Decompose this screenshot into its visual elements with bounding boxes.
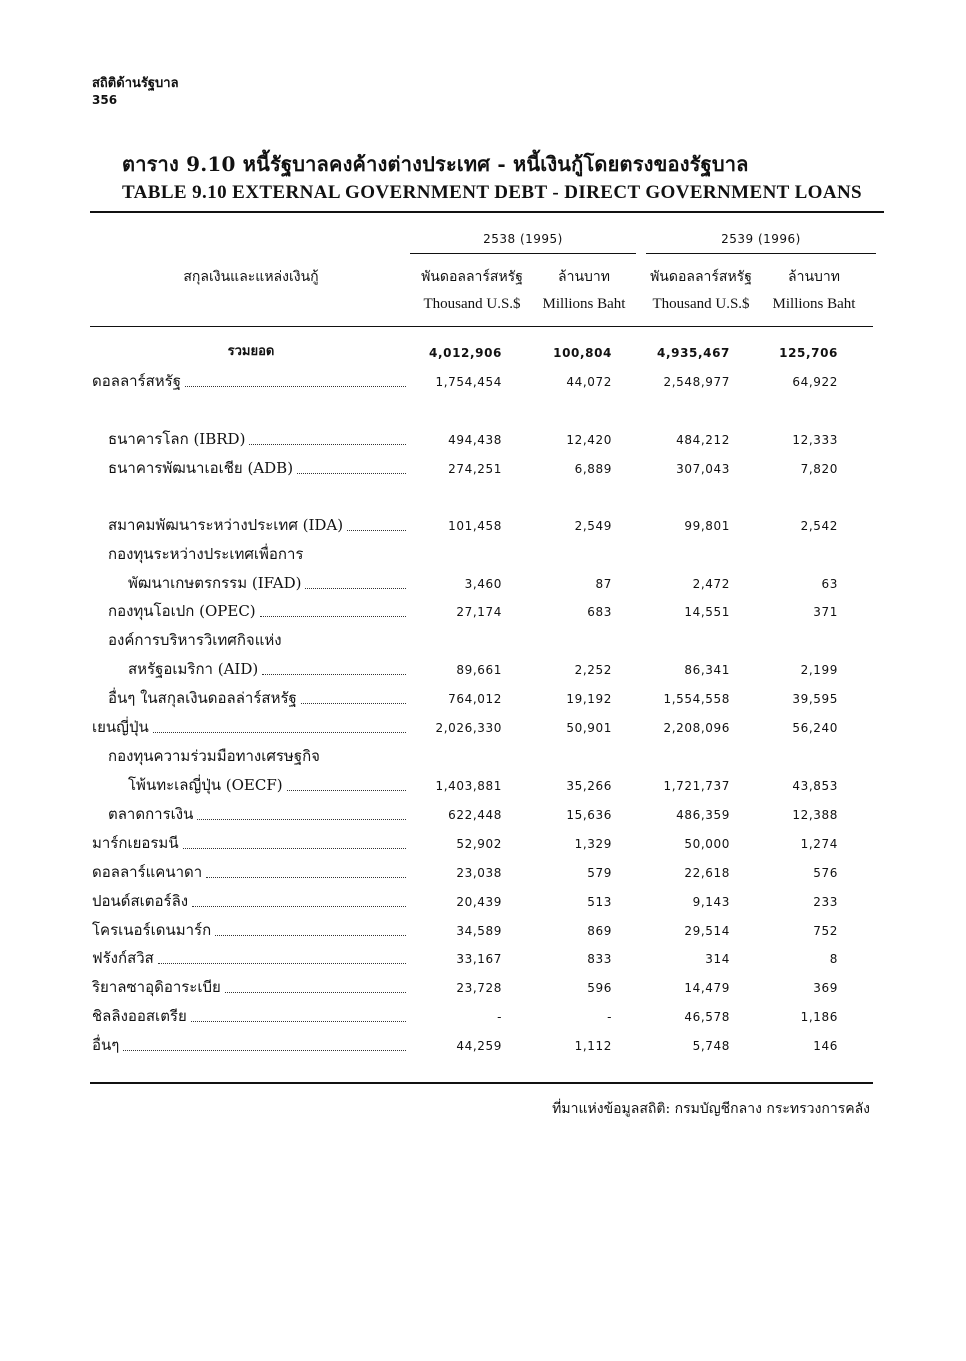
row-label: ดอลลาร์สหรัฐ xyxy=(92,372,181,390)
table-row xyxy=(0,862,966,882)
dot-leader xyxy=(305,568,406,589)
source-note: ที่มาแห่งข้อมูลสถิติ: กรมบัญชีกลาง กระทรวงการคลัง xyxy=(552,1101,870,1117)
cell-value: 89,661 xyxy=(456,663,502,677)
cell-value: 596 xyxy=(587,981,612,995)
table-row xyxy=(0,429,966,449)
cell-value: 27,174 xyxy=(456,605,502,619)
cell-value: 484,212 xyxy=(676,433,730,447)
cell-value: 39,595 xyxy=(792,692,838,706)
cell-value: 9,143 xyxy=(692,895,730,909)
table-row xyxy=(0,891,966,911)
bottom-rule xyxy=(90,1082,873,1084)
cell-value: 576 xyxy=(813,866,838,880)
dot-leader xyxy=(301,683,406,704)
cell-value: 101,458 xyxy=(448,519,502,533)
stub-header: สกุลเงินและแหล่งเงินกู้ xyxy=(183,269,319,285)
dot-leader xyxy=(206,857,406,878)
cell-value: 4,012,906 xyxy=(429,346,502,360)
row-label: มาร์กเยอรมนี xyxy=(92,834,179,852)
dot-leader xyxy=(123,1030,406,1051)
cell-value: 35,266 xyxy=(566,779,612,793)
cell-value: 2,542 xyxy=(800,519,838,533)
row-label: ริยาลซาอุดิอาระเบีย xyxy=(92,978,221,996)
row-label: โพ้นทะเลญี่ปุ่น (OECF) xyxy=(128,776,283,794)
dot-leader xyxy=(197,799,406,820)
cell-value: 12,388 xyxy=(792,808,838,822)
total-row xyxy=(0,342,966,362)
col-header-thai: ล้านบาท xyxy=(558,269,610,285)
dot-leader xyxy=(260,596,406,617)
dot-leader xyxy=(225,972,406,993)
cell-value: 29,514 xyxy=(684,924,730,938)
cell-value: 125,706 xyxy=(779,346,838,360)
top-rule xyxy=(90,211,884,213)
running-head xyxy=(92,76,179,108)
cell-value: 233 xyxy=(813,895,838,909)
page-number: 356 xyxy=(92,93,118,107)
col-header-english: Thousand U.S.$ xyxy=(423,296,521,312)
dot-leader xyxy=(249,424,406,445)
table-row xyxy=(0,717,966,737)
dot-leader xyxy=(192,886,406,907)
cell-value: 87 xyxy=(595,577,612,591)
cell-value: 764,012 xyxy=(448,692,502,706)
row-label: องค์การบริหารวิเทศกิจแห่ง xyxy=(108,631,282,649)
cell-value: 19,192 xyxy=(566,692,612,706)
cell-value: 50,000 xyxy=(684,837,730,851)
col-header-english: Millions Baht xyxy=(772,296,856,312)
cell-value: 146 xyxy=(813,1039,838,1053)
row-label: โครเนอร์เดนมาร์ก xyxy=(92,921,212,939)
cell-value: 1,186 xyxy=(800,1010,838,1024)
table-row xyxy=(0,833,966,853)
year-header-1995: 2538 (1995) xyxy=(483,232,563,246)
cell-value: 2,472 xyxy=(692,577,730,591)
cell-value: 369 xyxy=(813,981,838,995)
cell-value: - xyxy=(497,1010,502,1024)
cell-value: 2,208,096 xyxy=(663,721,730,735)
cell-value: 494,438 xyxy=(448,433,502,447)
cell-value: 86,341 xyxy=(684,663,730,677)
cell-value: 2,199 xyxy=(800,663,838,677)
cell-value: 14,551 xyxy=(684,605,730,619)
row-label: พัฒนาเกษตรกรรม (IFAD) xyxy=(128,574,302,592)
col-header-english: Millions Baht xyxy=(542,296,626,312)
running-head-title: สถิติด้านรัฐบาล xyxy=(92,76,179,91)
cell-value: 33,167 xyxy=(456,952,502,966)
cell-value: 22,618 xyxy=(684,866,730,880)
table-row xyxy=(0,920,966,940)
cell-value: 15,636 xyxy=(566,808,612,822)
year-rule-1995 xyxy=(410,253,636,254)
row-label: ฟรังก์สวิส xyxy=(92,949,154,967)
cell-value: 50,901 xyxy=(566,721,612,735)
cell-value: 1,721,737 xyxy=(663,779,730,793)
cell-value: 100,804 xyxy=(553,346,612,360)
dot-leader xyxy=(158,943,406,964)
row-label: อื่นๆ xyxy=(92,1036,120,1054)
cell-value: 869 xyxy=(587,924,612,938)
cell-value: 44,072 xyxy=(566,375,612,389)
cell-value: 1,403,881 xyxy=(435,779,502,793)
cell-value: 34,589 xyxy=(456,924,502,938)
cell-value: 1,274 xyxy=(800,837,838,851)
header-rule xyxy=(90,326,873,327)
table-row xyxy=(0,515,966,535)
cell-value: 23,728 xyxy=(456,981,502,995)
cell-value: 14,479 xyxy=(684,981,730,995)
dot-leader xyxy=(297,453,406,474)
row-label: ธนาคารโลก (IBRD) xyxy=(108,430,246,448)
cell-value: 52,902 xyxy=(456,837,502,851)
row-label: อื่นๆ ในสกุลเงินดอลล่าร์สหรัฐ xyxy=(108,689,297,707)
table-row xyxy=(0,948,966,968)
table-row xyxy=(0,1006,966,1026)
year-header-1996: 2539 (1996) xyxy=(721,232,801,246)
cell-value: - xyxy=(607,1010,612,1024)
cell-value: 274,251 xyxy=(448,462,502,476)
cell-value: 314 xyxy=(705,952,730,966)
col-header-thai: พันดอลลาร์สหรัฐ xyxy=(421,269,523,285)
row-label: ตลาดการเงิน xyxy=(108,805,194,823)
row-label: ดอลลาร์แคนาดา xyxy=(92,863,203,881)
row-label: กองทุนโอเปก (OPEC) xyxy=(108,602,256,620)
cell-value: 5,748 xyxy=(692,1039,730,1053)
row-label: รวมยอด xyxy=(227,344,275,359)
cell-value: 622,448 xyxy=(448,808,502,822)
cell-value: 12,333 xyxy=(792,433,838,447)
cell-value: 2,026,330 xyxy=(435,721,502,735)
row-label: สมาคมพัฒนาระหว่างประเทศ (IDA) xyxy=(108,516,344,534)
dot-leader xyxy=(262,654,406,675)
cell-value: 20,439 xyxy=(456,895,502,909)
row-label: ชิลลิงออสเตรีย xyxy=(92,1007,187,1025)
col-header-thai: ล้านบาท xyxy=(788,269,840,285)
cell-value: 12,420 xyxy=(566,433,612,447)
cell-value: 3,460 xyxy=(464,577,502,591)
cell-value: 63 xyxy=(821,577,838,591)
col-header-english: Thousand U.S.$ xyxy=(652,296,750,312)
table-row xyxy=(0,659,966,679)
row-label: ธนาคารพัฒนาเอเชีย (ADB) xyxy=(108,459,294,477)
table-row xyxy=(0,1035,966,1055)
row-label: กองทุนความร่วมมือทางเศรษฐกิจ xyxy=(108,747,320,765)
table-row xyxy=(0,977,966,997)
dot-leader xyxy=(185,366,406,387)
col-header-thai: พันดอลลาร์สหรัฐ xyxy=(650,269,752,285)
cell-value: 1,754,454 xyxy=(435,375,502,389)
row-label: ปอนด์สเตอร์ลิง xyxy=(92,892,189,910)
table-title-english: TABLE 9.10 EXTERNAL GOVERNMENT DEBT - DIRECT GOVERNMENT LOANS xyxy=(122,182,863,203)
dot-leader xyxy=(287,770,406,791)
row-label: กองทุนระหว่างประเทศเพื่อการ xyxy=(108,545,304,563)
cell-value: 43,853 xyxy=(792,779,838,793)
cell-value: 99,801 xyxy=(684,519,730,533)
cell-value: 486,359 xyxy=(676,808,730,822)
cell-value: 2,252 xyxy=(574,663,612,677)
dot-leader xyxy=(153,712,406,733)
cell-value: 1,112 xyxy=(574,1039,612,1053)
table-row xyxy=(0,458,966,478)
cell-value: 6,889 xyxy=(574,462,612,476)
dot-leader xyxy=(183,828,406,849)
dot-leader xyxy=(347,510,406,531)
cell-value: 7,820 xyxy=(800,462,838,476)
cell-value: 46,578 xyxy=(684,1010,730,1024)
cell-value: 1,554,558 xyxy=(663,692,730,706)
table-row xyxy=(0,688,966,708)
cell-value: 23,038 xyxy=(456,866,502,880)
cell-value: 1,329 xyxy=(574,837,612,851)
cell-value: 371 xyxy=(813,605,838,619)
cell-value: 2,549 xyxy=(574,519,612,533)
table-row xyxy=(0,573,966,593)
cell-value: 64,922 xyxy=(792,375,838,389)
table-row xyxy=(0,804,966,824)
cell-value: 833 xyxy=(587,952,612,966)
row-label: เยนญี่ปุ่น xyxy=(92,718,149,736)
table-row xyxy=(0,746,966,766)
cell-value: 8 xyxy=(829,952,838,966)
cell-value: 752 xyxy=(813,924,838,938)
cell-value: 513 xyxy=(587,895,612,909)
cell-value: 44,259 xyxy=(456,1039,502,1053)
table-title-thai: ตาราง 9.10 หนี้รัฐบาลคงค้างต่างประเทศ - หนี้เงินกู้โดยตรงของรัฐบาล xyxy=(122,152,749,176)
cell-value: 56,240 xyxy=(792,721,838,735)
cell-value: 307,043 xyxy=(676,462,730,476)
cell-value: 579 xyxy=(587,866,612,880)
table-row xyxy=(0,775,966,795)
table-row xyxy=(0,601,966,621)
cell-value: 2,548,977 xyxy=(663,375,730,389)
cell-value: 683 xyxy=(587,605,612,619)
row-label: สหรัฐอเมริกา (AID) xyxy=(128,660,259,678)
dot-leader xyxy=(191,1001,406,1022)
cell-value: 4,935,467 xyxy=(657,346,730,360)
table-row xyxy=(0,544,966,564)
dot-leader xyxy=(215,915,406,936)
table-row xyxy=(0,630,966,650)
year-rule-1996 xyxy=(646,253,876,254)
table-row xyxy=(0,371,966,391)
